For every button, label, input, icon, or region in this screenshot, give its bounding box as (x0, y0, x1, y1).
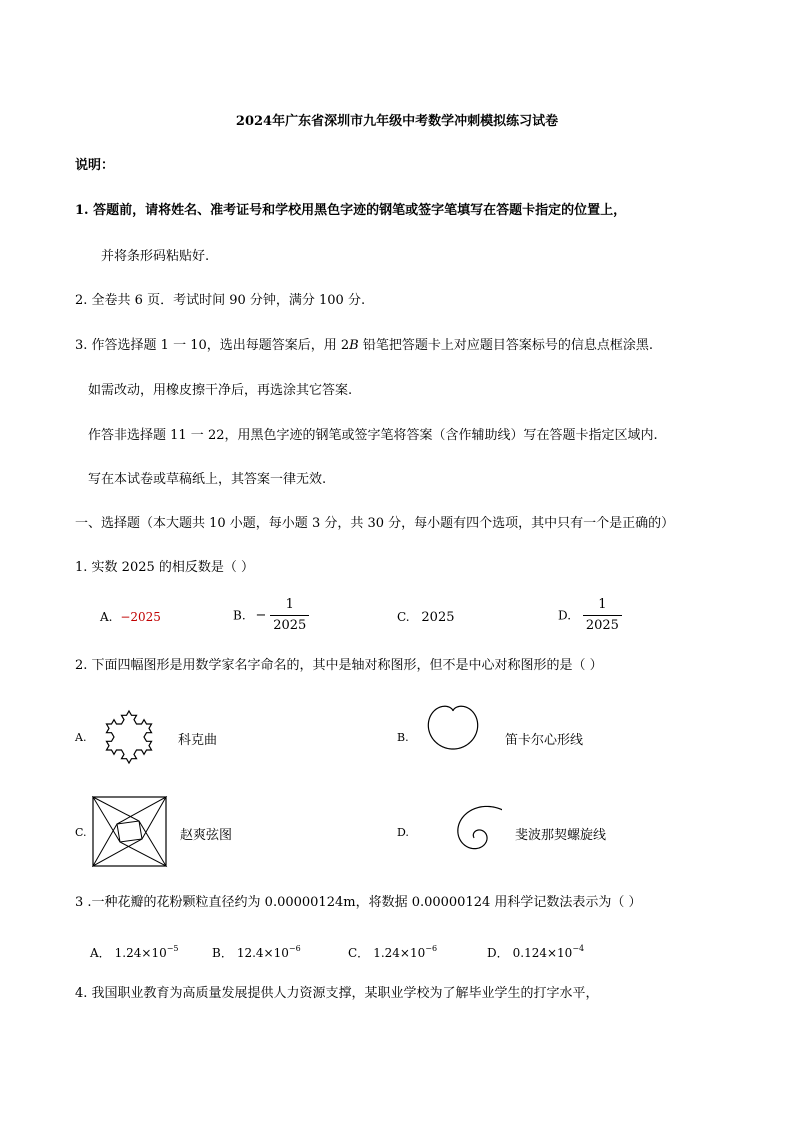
q2-b-name: 笛卡尔心形线 (505, 733, 584, 748)
note-item-3a-post: 铅笔把答题卡上对应题目答案标号的信息点框涂黑. (358, 338, 653, 353)
koch-snowflake-figure (90, 692, 168, 780)
q1-b-fraction (270, 597, 309, 634)
note-item-3d: 写在本试卷或草稿纸上，其答案一律无效. (88, 472, 327, 487)
q1-a-label: A. (100, 610, 113, 624)
inner-square (117, 821, 142, 842)
q2-c-label: C. (75, 826, 87, 839)
q2-d-label: D. (397, 826, 409, 839)
q3-option-d (487, 941, 584, 961)
q1-c-value: 2025 (421, 610, 455, 625)
q3-option-c (348, 941, 437, 961)
note-item-3a-var: B (349, 338, 359, 353)
note-item-3a-pre: 3. 作答选择题 1 一 10，选出每题答案后，用 2 (75, 338, 350, 353)
q1-stem: 1. 实数 2025 的相反数是（ ） (75, 560, 255, 575)
q1-d-numerator: 1 (583, 597, 622, 616)
q1-b-label: B. (233, 608, 246, 623)
exam-title: 2024年广东省深圳市九年级中考数学冲刺模拟练习试卷 (235, 114, 559, 129)
cardioid-path (428, 706, 477, 749)
q3-a-label: A． (90, 946, 111, 960)
q3-stem: 3 .一种花瓣的花粉颗粒直径约为 0.00000124m，将数据 0.00000124 用科学记数法表示为（ ） (75, 895, 642, 910)
q1-d-fraction (583, 597, 622, 634)
q3-option-b (212, 941, 301, 961)
section-1-heading: 一、选择题（本大题共 10 小题，每小题 3 分，共 30 分，每小题有四个选项，其中只有一个是正确的） (75, 516, 675, 531)
q1-b-denominator: 2025 (273, 618, 307, 633)
q3-b-label: B． (212, 946, 233, 960)
note-item-3a (75, 338, 653, 354)
note-item-1b: 并将条形码粘贴好. (101, 249, 210, 264)
note-item-3c: 作答非选择题 11 一 22，用黑色字迹的钢笔或签字笔将答案（含作辅助线）写在答题卡指定区域内. (88, 428, 658, 443)
q3-c-base: 1.24×10 (373, 946, 426, 960)
q1-option-d (558, 597, 622, 634)
q3-c-exp: −6 (425, 944, 438, 953)
q2-a-label: A. (75, 731, 87, 744)
q1-b-sign: − (255, 607, 267, 623)
q2-c-name: 赵爽弦图 (180, 828, 233, 843)
note-item-3b: 如需改动，用橡皮擦干净后，再选涂其它答案. (88, 383, 353, 398)
note-item-2: 2. 全卷共 6 页．考试时间 90 分钟，满分 100 分. (75, 293, 366, 308)
q1-option-a (100, 609, 161, 625)
q2-b-label: B. (397, 731, 409, 744)
q1-b-numerator: 1 (270, 597, 309, 616)
q1-option-c (397, 609, 455, 626)
q3-d-exp: −4 (572, 944, 585, 953)
q3-option-a (90, 941, 179, 961)
q3-d-label: D． (487, 946, 509, 960)
q2-a-name: 科克曲 (178, 733, 218, 748)
q1-c-label: C. (397, 610, 410, 624)
q1-option-b (233, 597, 309, 634)
koch-snowflake-path (106, 711, 151, 763)
notes-heading: 说明： (75, 158, 115, 173)
q1-a-value: −2025 (120, 610, 161, 624)
q2-d-name: 斐波那契螺旋线 (515, 828, 607, 843)
fibonacci-spiral-figure (414, 800, 502, 866)
zhao-shuang-diagram-figure (92, 796, 168, 868)
q3-a-exp: −5 (166, 944, 179, 953)
q3-d-base: 0.124×10 (512, 946, 573, 960)
q3-c-label: C． (348, 946, 370, 960)
q4-stem: 4. 我国职业教育为高质量发展提供人力资源支撑，某职业学校为了解毕业学生的打字水平， (75, 986, 599, 1001)
q1-d-denominator: 2025 (585, 618, 619, 633)
cardioid-figure (412, 694, 494, 776)
q2-stem: 2. 下面四幅图形是用数学家名字命名的，其中是轴对称图形，但不是中心对称图形的是（ ） (75, 658, 603, 673)
q3-b-base: 12.4×10 (236, 946, 289, 960)
spiral-path (458, 806, 502, 866)
q3-a-base: 1.24×10 (114, 946, 167, 960)
note-item-1a: 1. 答题前，请将姓名、准考证号和学校用黑色字迹的钢笔或签字笔填写在答题卡指定的位置上， (75, 203, 627, 218)
q1-d-label: D. (558, 608, 572, 623)
q3-b-exp: −6 (288, 944, 301, 953)
